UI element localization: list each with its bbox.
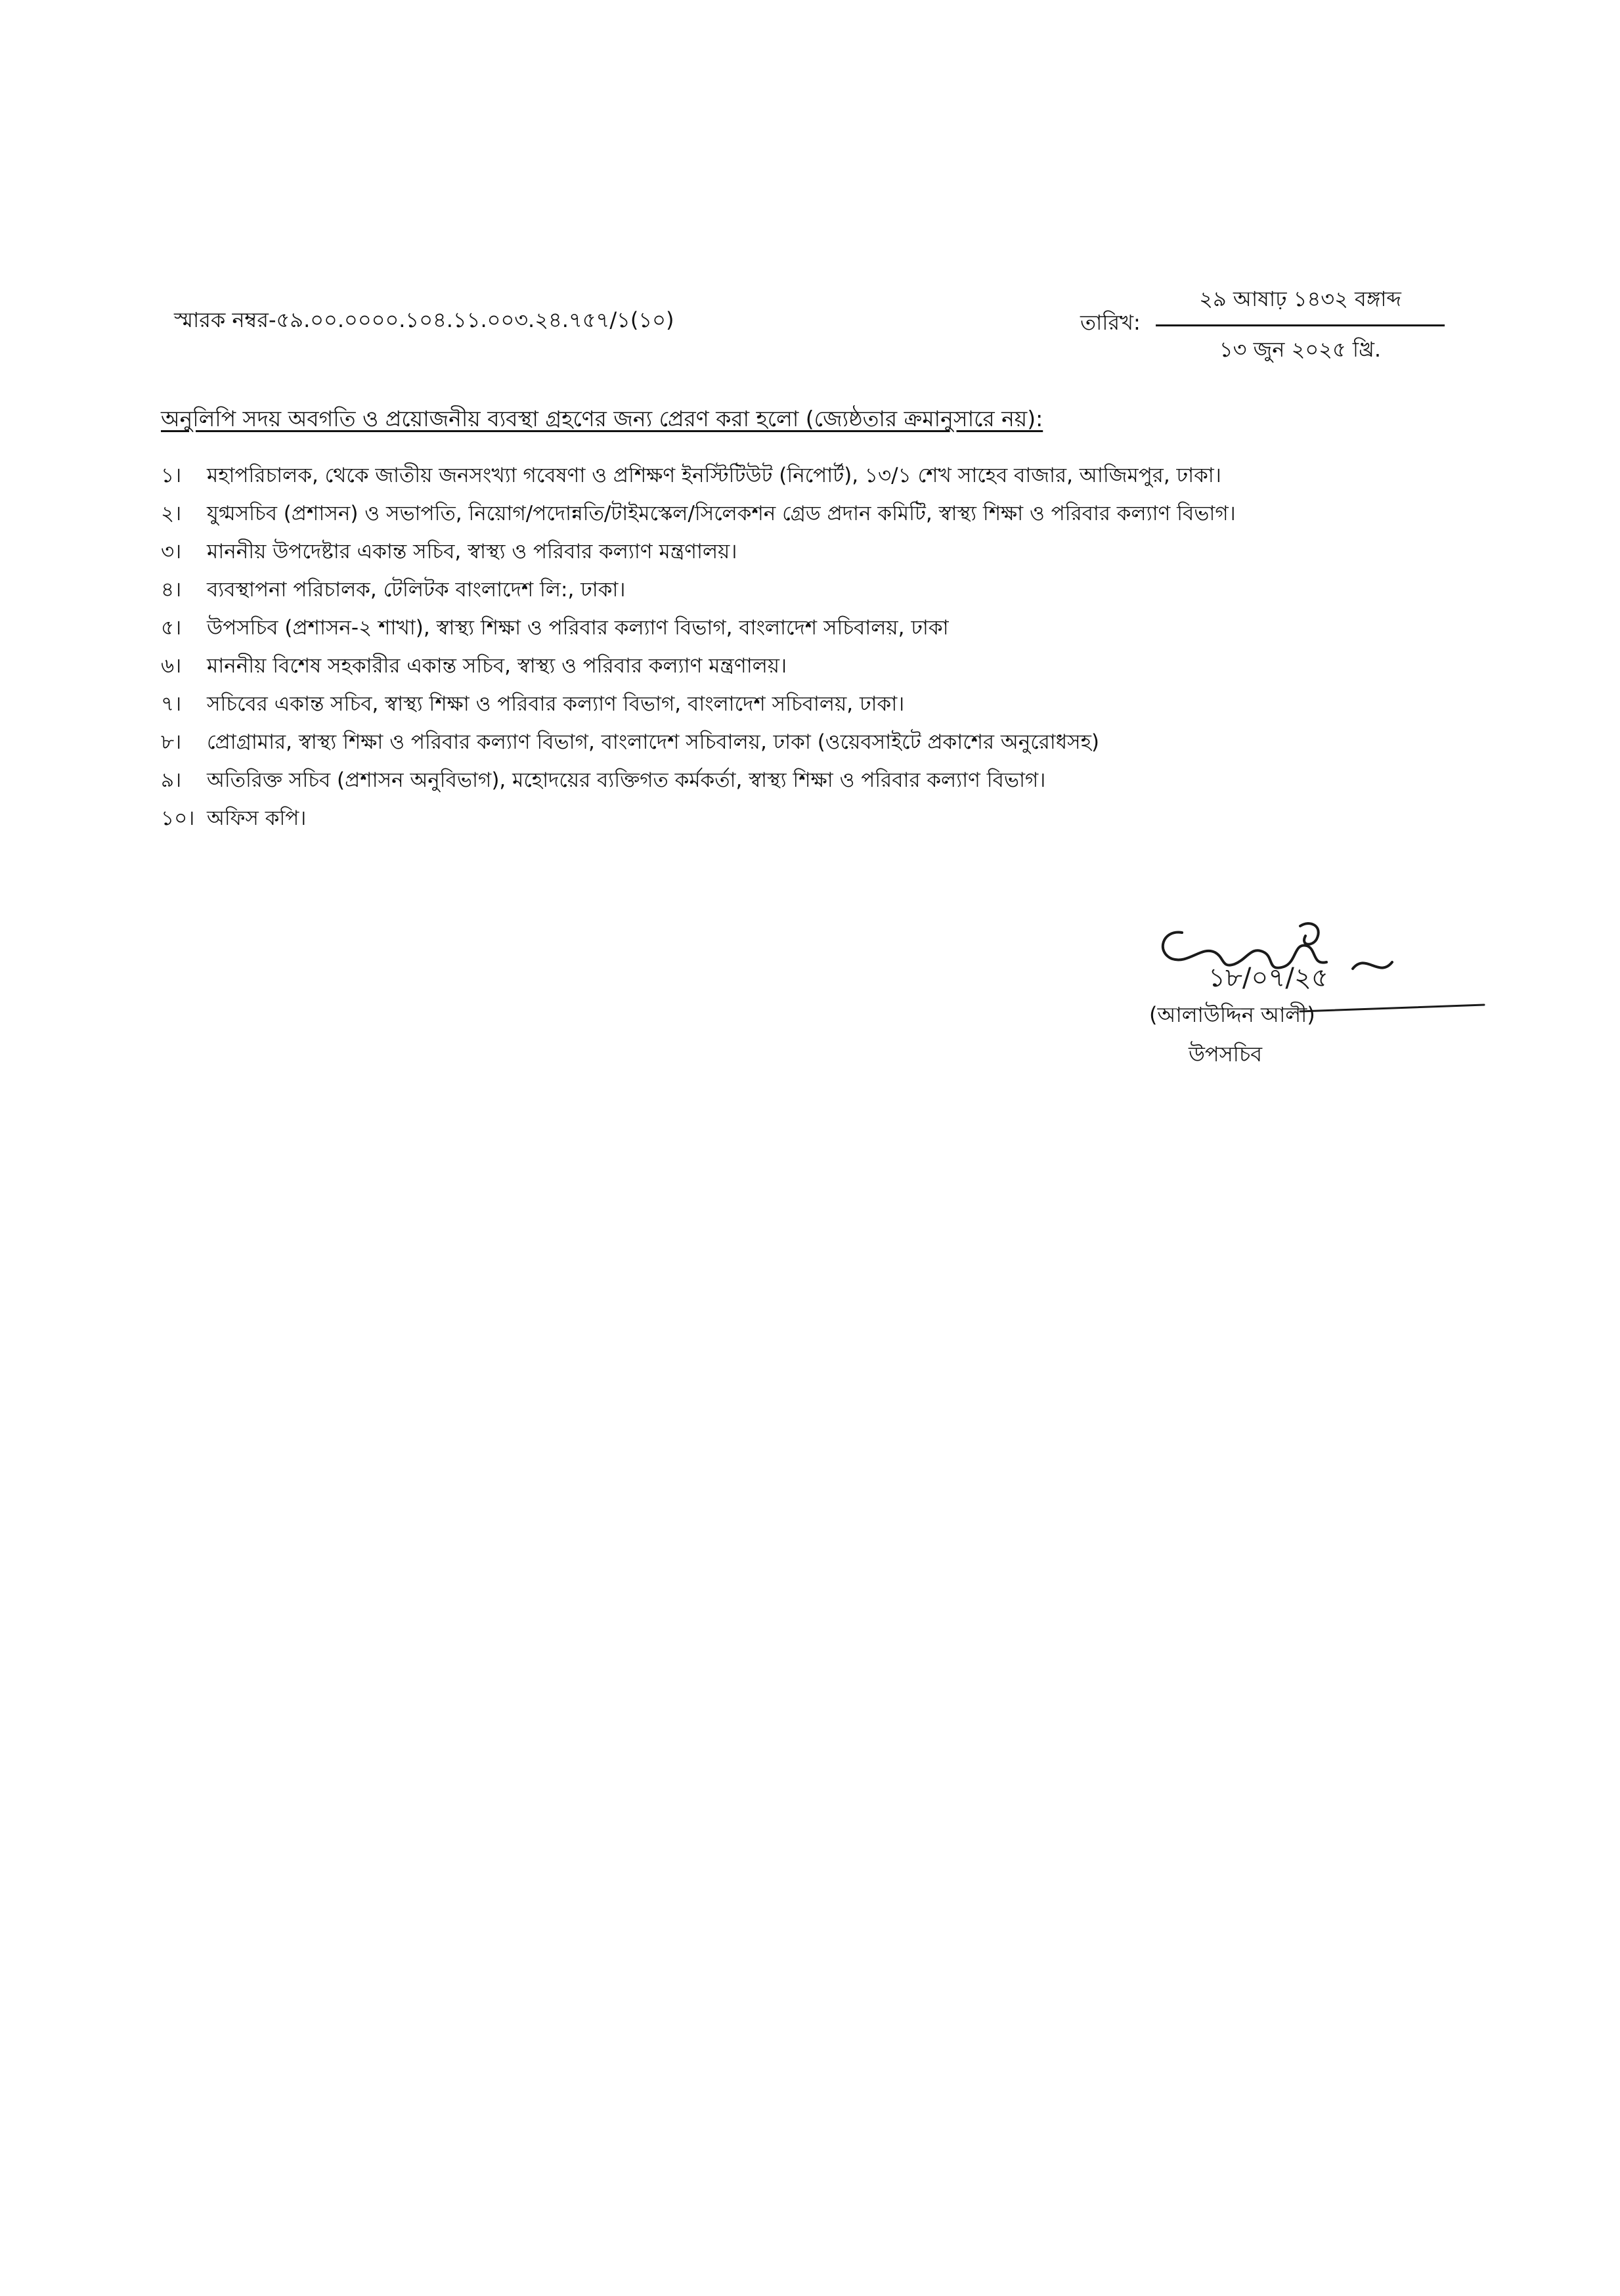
date-block xyxy=(1080,282,1448,368)
date-label: তারিখ: xyxy=(1080,310,1141,335)
distribution-list xyxy=(161,460,1441,841)
list-item-text: মাননীয় বিশেষ সহকারীর একান্ত সচিব, স্বাস্থ্য ও পরিবার কল্যাণ মন্ত্রণালয়। xyxy=(207,654,787,678)
list-item xyxy=(161,536,1441,567)
list-item-text: যুগ্মসচিব (প্রশাসন) ও সভাপতি, নিয়োগ/পদোন্নতি/টাইমস্কেল/সিলেকশন গ্রেড প্রদান কমিটি, স্বাস্থ্য শিক্ষা ও পরিবার কল্যাণ বিভাগ। xyxy=(207,502,1236,525)
list-item-text: প্রোগ্রামার, স্বাস্থ্য শিক্ষা ও পরিবার কল্যাণ বিভাগ, বাংলাদেশ সচিবালয়, ঢাকা (ওয়েবসাইটে প্রকাশের অনুরোধসহ) xyxy=(207,730,1099,754)
list-item xyxy=(161,688,1441,720)
copy-heading: অনুলিপি সদয় অবগতি ও প্রয়োজনীয় ব্যবস্থা গ্রহণের জন্য প্রেরণ করা হলো (জ্যেষ্ঠতার ক্রমানুসারে নয়): xyxy=(161,406,1043,431)
memo-number: স্মারক নম্বর-৫৯.০০.০০০০.১০৪.১১.০০৩.২৪.৭৫৭/১(১০) xyxy=(174,307,674,332)
list-item-text: সচিবের একান্ত সচিব, স্বাস্থ্য শিক্ষা ও পরিবার কল্যাণ বিভাগ, বাংলাদেশ সচিবালয়, ঢাকা। xyxy=(207,692,905,716)
list-item-number: ৫। xyxy=(161,616,182,640)
list-item-number: ২। xyxy=(161,502,182,525)
handwritten-date: ১৮/০৭/২৫ xyxy=(1208,963,1328,993)
list-item-number: ৩। xyxy=(161,540,182,563)
list-item xyxy=(161,803,1441,834)
list-item-number: ৮। xyxy=(161,730,182,754)
list-item xyxy=(161,612,1441,644)
date-values xyxy=(1156,282,1445,368)
list-item-text: ব্যবস্থাপনা পরিচালক, টেলিটক বাংলাদেশ লি:, ঢাকা। xyxy=(207,578,626,602)
list-item-number: ৬। xyxy=(161,654,182,678)
date-bangla: ২৯ আষাঢ় ১৪৩২ বঙ্গাব্দ xyxy=(1156,282,1445,326)
list-item-text: মহাপরিচালক, থেকে জাতীয় জনসংখ্যা গবেষণা ও প্রশিক্ষণ ইনস্টিটিউট (নিপোর্ট), ১৩/১ শেখ সাহেব বাজার, আজিমপুর, ঢাকা। xyxy=(207,464,1221,487)
signer-designation: উপসচিব xyxy=(1189,1042,1263,1067)
list-item-number: ১০। xyxy=(161,806,195,830)
signature-block xyxy=(1136,906,1491,1077)
list-item-text: উপসচিব (প্রশাসন-২ শাখা), স্বাস্থ্য শিক্ষা ও পরিবার কল্যাণ বিভাগ, বাংলাদেশ সচিবালয়, ঢাকা xyxy=(207,616,949,640)
list-item xyxy=(161,460,1441,491)
list-item xyxy=(161,764,1441,796)
list-item xyxy=(161,574,1441,606)
list-item-text: অতিরিক্ত সচিব (প্রশাসন অনুবিভাগ), মহোদয়ের ব্যক্তিগত কর্মকর্তা, স্বাস্থ্য শিক্ষা ও পরিবার কল্যাণ বিভাগ। xyxy=(207,768,1046,792)
list-item-text: অফিস কপি। xyxy=(207,806,307,830)
list-item-text: মাননীয় উপদেষ্টার একান্ত সচিব, স্বাস্থ্য ও পরিবার কল্যাণ মন্ত্রণালয়। xyxy=(207,540,737,563)
list-item xyxy=(161,726,1441,758)
date-gregorian: ১৩ জুন ২০২৫ খ্রি. xyxy=(1219,337,1382,362)
list-item-number: ৭। xyxy=(161,692,182,716)
list-item-number: ৯। xyxy=(161,768,182,792)
signer-name: (আলাউদ্দিন আলী) xyxy=(1149,1002,1315,1027)
list-item xyxy=(161,498,1441,529)
list-item-number: ৪। xyxy=(161,578,182,602)
list-item-number: ১। xyxy=(161,464,182,487)
list-item xyxy=(161,650,1441,682)
